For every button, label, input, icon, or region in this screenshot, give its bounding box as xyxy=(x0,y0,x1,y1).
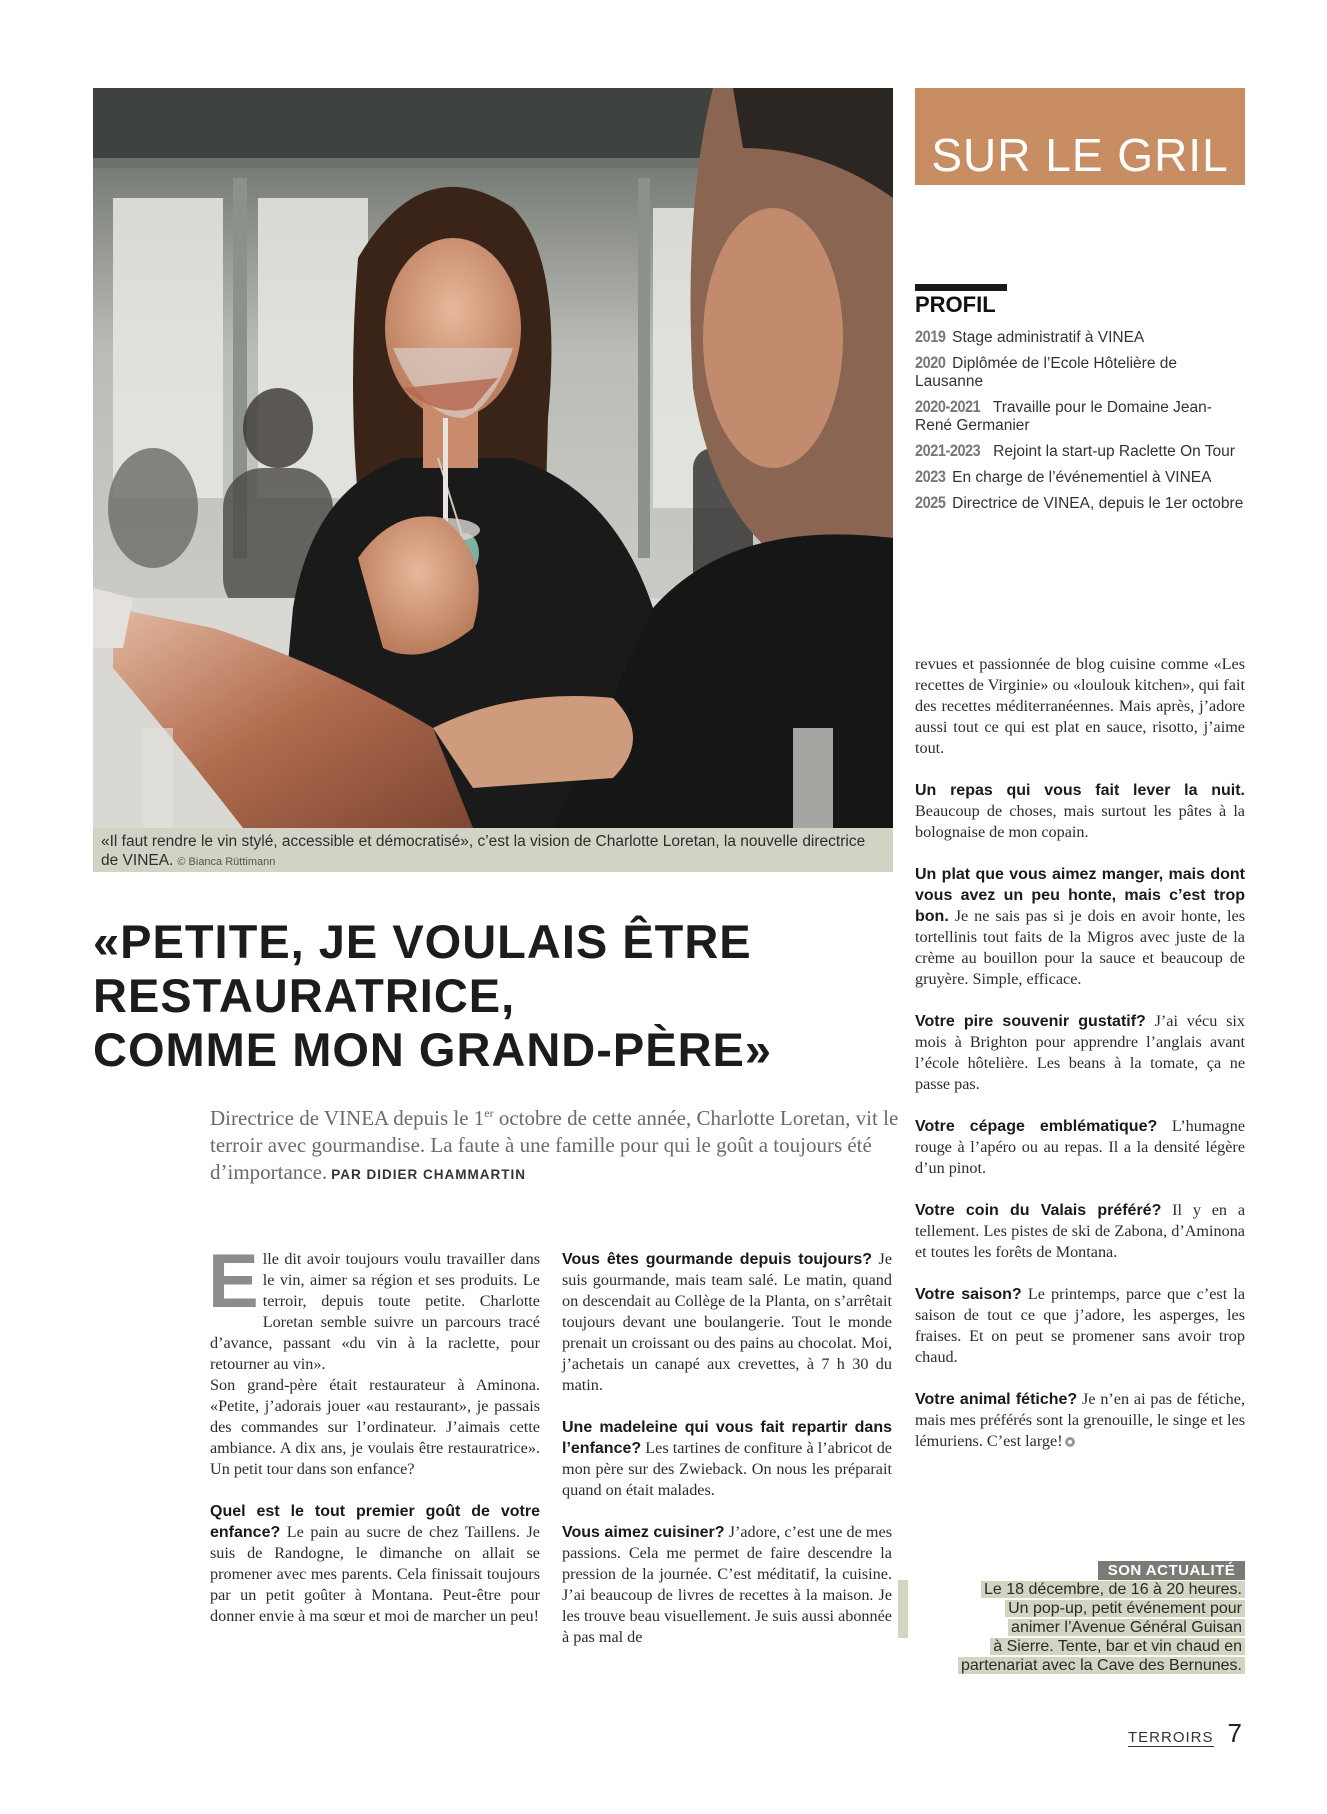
photo-caption xyxy=(93,828,893,872)
actualite-line xyxy=(898,1580,1245,1599)
actualite-text: Un pop-up, petit événement pour xyxy=(1005,1600,1245,1617)
question: Un plat que vous aimez manger, mais dont vous avez un peu honte, mais c’est trop bon. xyxy=(915,866,1245,925)
answer: Il y en a tellement. Les pistes de ski de Zabona, d’Aminona et toutes les forêts de Montana. xyxy=(915,1201,1246,1261)
paragraph: Son grand-père était restaurateur à Aminona. «Petite, j’adorais jouer «au restaurant», je passais des commandes sur l’ordinateur. J’aimais cette ambiance. A dix ans, je voulais être restauratrice». Un petit tour dans son enfance? xyxy=(210,1376,540,1478)
question: Votre coin du Valais préféré? xyxy=(915,1202,1162,1219)
qa-block xyxy=(915,1389,1245,1452)
actualite-text: animer l’Avenue Général Guisan xyxy=(1008,1619,1245,1636)
headline-line: COMME MON GRAND-PÈRE» xyxy=(93,1023,773,1076)
question: Votre animal fétiche? xyxy=(915,1391,1078,1408)
end-mark-icon xyxy=(1065,1437,1075,1447)
profil-year: 2019 xyxy=(915,327,946,346)
chapeau-text: Directrice de VINEA depuis le 1 xyxy=(210,1106,485,1130)
profil-bar xyxy=(915,284,1007,291)
question: Vous êtes gourmande depuis toujours? xyxy=(562,1251,873,1268)
profil-item xyxy=(915,494,1245,513)
actualite-text: à Sierre. Tente, bar et vin chaud en xyxy=(990,1638,1245,1655)
magazine-name: TERROIRS xyxy=(1128,1729,1214,1746)
qa-block xyxy=(915,1284,1245,1368)
qa-block xyxy=(915,780,1245,843)
answer: Je n’en ai pas de fétiche, mais mes préférés sont la grenouille, le singe et les lémuriens. C’est large! xyxy=(915,1390,1245,1450)
article-column-2 xyxy=(562,1249,892,1648)
profil-item xyxy=(915,398,1245,435)
actualite-text: Le 18 décembre, de 16 à 20 heures. xyxy=(981,1581,1245,1598)
qa-block xyxy=(562,1417,892,1501)
profil-item xyxy=(915,354,1245,391)
actualite-line xyxy=(898,1618,1245,1637)
answer: Beaucoup de choses, mais surtout les pâtes à la bolognaise de mon copain. xyxy=(915,802,1245,841)
profil-item xyxy=(915,442,1245,461)
section-tab xyxy=(915,88,1245,185)
question: Un repas qui vous fait lever la nuit. xyxy=(915,782,1245,799)
question: Votre cépage emblématique? xyxy=(915,1118,1158,1135)
answer: J’ai vécu six mois à Brighton pour apprendre l’anglais avant l’école hôtelière. Les beans à la tomate, ça ne passe pas. xyxy=(915,1012,1245,1093)
profil-year: 2020 xyxy=(915,353,946,372)
qa-block xyxy=(915,864,1245,990)
actualite-line xyxy=(898,1599,1245,1618)
qa-block xyxy=(915,1200,1245,1263)
paragraph-text: lle dit avoir toujours voulu travailler dans le vin, aimer sa région et ses produits. Le terroir, depuis toute petite. Charlotte Loretan semble suivre un parcours tracé d’avance, passant «du vin à la raclette, pour retourner au vin». xyxy=(210,1250,540,1373)
profil-text: En charge de l’événementiel à VINEA xyxy=(952,469,1212,486)
chapeau xyxy=(210,1100,900,1188)
headline-line: RESTAURATRICE, xyxy=(93,969,516,1022)
profil-text: Rejoint la start-up Raclette On Tour xyxy=(993,443,1235,460)
question: Vous aimez cuisiner? xyxy=(562,1524,725,1541)
article-photo xyxy=(93,88,893,828)
chapeau-text: octobre de cette année, Charlotte Loretan, vit le terroir avec gourmandise. La faute à une famille pour qui le goût a toujours été d’importance. xyxy=(210,1106,899,1184)
actualite-text: partenariat avec la Cave des Bernunes. xyxy=(958,1657,1245,1674)
page-footer xyxy=(1128,1718,1242,1749)
answer: Je suis gourmande, mais team salé. Le matin, quand on descendait au Collège de la Planta, on s’arrêtait toujours devant une boulangerie. Tout le monde prenait un croissant ou des pains au chocolat. Moi, j’achetais un canapé aux crevettes, à 7 h 30 du matin. xyxy=(562,1250,893,1394)
profil-item xyxy=(915,328,1245,347)
section-label: SUR LE GRIL xyxy=(931,129,1229,181)
paragraph: revues et passionnée de blog cuisine comme «Les recettes de Virginie» ou «loulouk kitchen», qui fait des recettes méditerranéennes. Mais après, j’adore aussi tout ce qui est plat en sauce, risotto, j’aime tout. xyxy=(915,655,1245,757)
qa-block xyxy=(915,1116,1245,1179)
answer: L’humagne rouge à l’apéro ou au repas. Il a la densité légère d’un pinot. xyxy=(915,1117,1246,1177)
drop-cap: E xyxy=(208,1239,259,1324)
profil-year: 2020-2021 xyxy=(915,397,981,416)
qa-block xyxy=(210,1501,540,1627)
article-column-1 xyxy=(208,1239,540,1627)
photo-credit: © Bianca Rüttimann xyxy=(177,856,276,868)
actualite-line xyxy=(898,1637,1245,1656)
answer: Je ne sais pas si je dois en avoir honte, les tortellinis tout faits de la Migros avec juste de la crème au bouillon pour la sauce et beaucoup de gruyère. Simple, efficace. xyxy=(915,907,1245,988)
qa-block xyxy=(562,1522,892,1648)
profil-year: 2025 xyxy=(915,493,946,512)
profil-text: Travaille pour le Domaine Jean-René Germanier xyxy=(915,399,1212,434)
chapeau-sup: er xyxy=(484,1106,494,1120)
profil-text: Diplômée de l’Ecole Hôtelière de Lausanne xyxy=(915,355,1178,390)
actualite-line xyxy=(898,1656,1245,1675)
profil-text: Stage administratif à VINEA xyxy=(952,329,1145,346)
actualite-box xyxy=(898,1580,1245,1675)
byline: PAR DIDIER CHAMMARTIN xyxy=(331,1167,526,1182)
answer: Les tartines de confiture à l’abricot de mon père sur des Zwieback. On nous les préparait quand on était malades. xyxy=(562,1439,892,1499)
actualite-label: SON ACTUALITÉ xyxy=(1098,1561,1245,1580)
profil-year: 2023 xyxy=(915,467,946,486)
headline xyxy=(93,915,893,1077)
question: Votre saison? xyxy=(915,1286,1022,1303)
profil-year: 2021-2023 xyxy=(915,441,981,460)
headline-line: «PETITE, JE VOULAIS ÊTRE xyxy=(93,915,752,968)
page-number: 7 xyxy=(1227,1718,1242,1748)
profil-item xyxy=(915,468,1245,487)
article-column-3 xyxy=(915,654,1245,1452)
question: Une madeleine qui vous fait repartir dans l’enfance? xyxy=(562,1419,892,1457)
caption-text: «Il faut rendre le vin stylé, accessible et démocratisé», c’est la vision de Charlotte Loretan, la nouvelle directrice de VINEA. xyxy=(101,833,866,869)
answer: Le pain au sucre de chez Taillens. Je suis de Randogne, le dimanche on allait se promener avec mes parents. Cela finissait toujours par un petit goûter à Montana. Peut-être pour donner envie à ma sœur et moi de marcher un peu! xyxy=(210,1523,540,1625)
answer: Le printemps, parce que c’est la saison de tout ce que j’adore, les asperges, les fraises. Et on peut se promener sans avoir trop chaud. xyxy=(915,1285,1246,1366)
profil-title: PROFIL xyxy=(915,292,996,317)
profil-list xyxy=(915,328,1245,520)
question: Quel est le tout premier goût de votre enfance? xyxy=(210,1503,540,1541)
qa-block xyxy=(915,1011,1245,1095)
qa-block xyxy=(562,1249,892,1396)
intro-paragraph xyxy=(208,1239,540,1375)
profil-text: Directrice de VINEA, depuis le 1er octobre xyxy=(952,495,1244,512)
question: Votre pire souvenir gustatif? xyxy=(915,1013,1146,1030)
answer: J’adore, c’est une de mes passions. Cela me permet de faire descendre la pression de la journée. C’est méditatif, la cuisine. J’ai beaucoup de livres de recettes à la maison. Je les trouve beau visuellement. Je suis aussi abonnée à pas mal de xyxy=(562,1523,893,1646)
